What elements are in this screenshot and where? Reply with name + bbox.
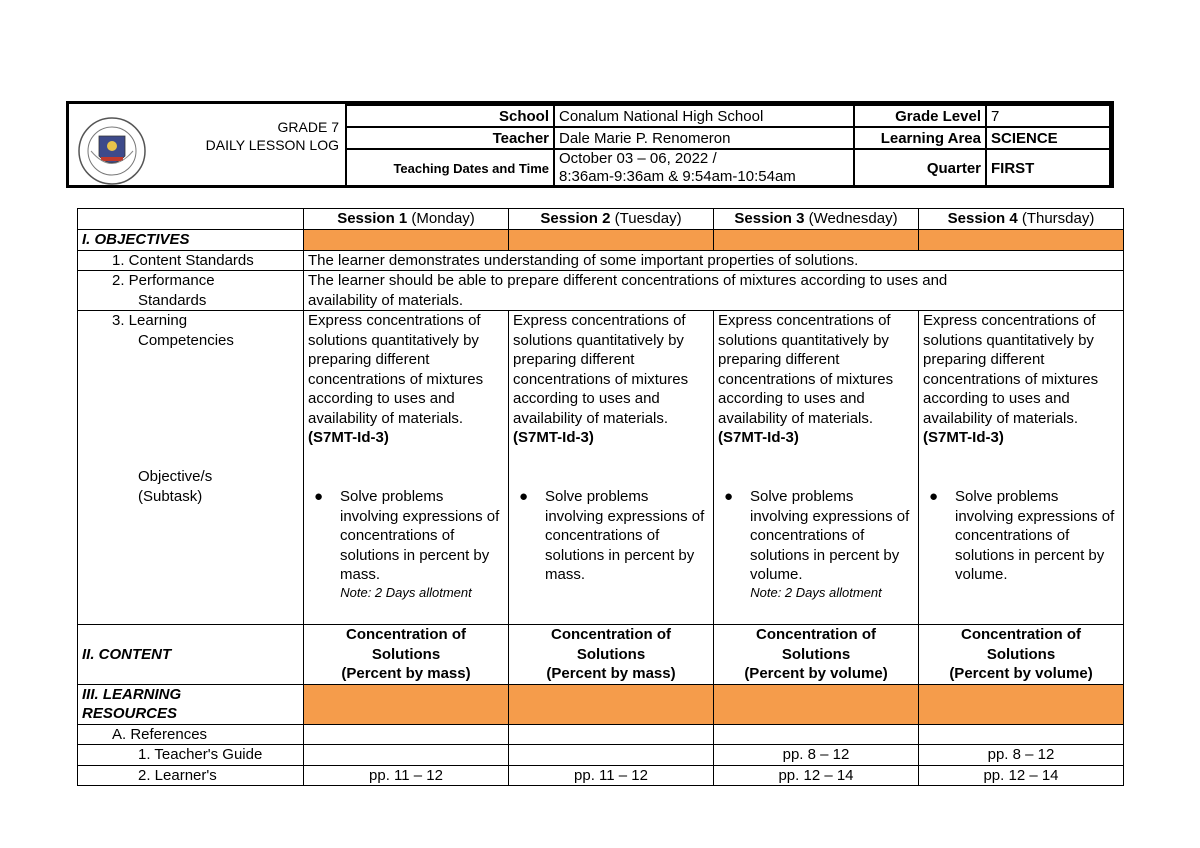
references-label: A. References bbox=[78, 724, 304, 745]
learning-area-label: Learning Area bbox=[854, 127, 986, 149]
session-1-header: Session 1 (Monday) bbox=[304, 209, 509, 230]
session-2-header: Session 2 (Tuesday) bbox=[509, 209, 714, 230]
competency-cell-4 bbox=[919, 311, 1124, 625]
orange-cell bbox=[304, 684, 509, 724]
content-cell-3: Concentration of Solutions (Percent by volume) bbox=[714, 625, 919, 685]
lesson-table bbox=[77, 208, 1124, 786]
competency-text: Express concentrations of solutions quantitatively by preparing different concentrations of mixtures according to uses and availability of materials. (S7MT-Id-3) bbox=[718, 312, 894, 446]
teachers-guide-cell-2 bbox=[509, 745, 714, 766]
title-grade: GRADE 7 bbox=[277, 119, 339, 135]
content-cell-4: Concentration of Solutions (Percent by volume) bbox=[919, 625, 1124, 685]
objective-label-line-2: (Subtask) bbox=[138, 487, 203, 505]
dates-label: Teaching Dates and Time bbox=[346, 149, 554, 187]
empty-cell bbox=[919, 724, 1124, 745]
competencies-label-line-1: 3. Learning bbox=[112, 312, 188, 329]
content-row bbox=[78, 625, 1124, 685]
deped-seal-icon bbox=[77, 116, 147, 186]
competencies-label-line-2: Competencies bbox=[138, 331, 234, 349]
learners-label: 2. Learner's bbox=[78, 765, 304, 786]
learners-cell-1: pp. 11 – 12 bbox=[304, 765, 509, 786]
subtask-bullet: ● Solve problems involving expressions of concentrations of solutions in percent by mass. bbox=[314, 488, 500, 583]
session-4-header: Session 4 (Thursday) bbox=[919, 209, 1124, 230]
competency-cell-2 bbox=[509, 311, 714, 625]
competency-cell-1 bbox=[304, 311, 509, 625]
references-row bbox=[78, 724, 1124, 745]
competency-cell-3 bbox=[714, 311, 919, 625]
empty-cell bbox=[509, 724, 714, 745]
resources-heading bbox=[78, 684, 304, 724]
dates-value bbox=[554, 149, 854, 187]
allotment-note: Note: 2 Days allotment bbox=[340, 584, 472, 600]
competency-text: Express concentrations of solutions quantitatively by preparing different concentrations of mixtures according to uses and availability of materials. (S7MT-Id-3) bbox=[308, 312, 484, 446]
grade-level-label: Grade Level bbox=[854, 105, 986, 127]
header-info-grid bbox=[345, 104, 1111, 185]
orange-cell bbox=[714, 230, 919, 251]
content-standards-row bbox=[78, 250, 1124, 271]
learners-cell-2: pp. 11 – 12 bbox=[509, 765, 714, 786]
competencies-label bbox=[78, 311, 304, 625]
bullet-icon: ● bbox=[929, 488, 939, 505]
content-standards-label: 1. Content Standards bbox=[78, 250, 304, 271]
objectives-heading: I. OBJECTIVES bbox=[78, 230, 304, 251]
header-block bbox=[66, 101, 1114, 188]
allotment-note: Note: 2 Days allotment bbox=[750, 584, 882, 600]
resources-heading-line-1: III. LEARNING bbox=[82, 685, 182, 703]
learners-cell-3: pp. 12 – 14 bbox=[714, 765, 919, 786]
orange-cell bbox=[919, 684, 1124, 724]
sessions-row bbox=[78, 209, 1124, 230]
quarter-value: FIRST bbox=[986, 149, 1110, 187]
orange-cell bbox=[509, 230, 714, 251]
bullet-icon: ● bbox=[724, 488, 734, 505]
performance-text-line-2: availability of materials. bbox=[308, 291, 464, 309]
teachers-guide-label: 1. Teacher's Guide bbox=[78, 745, 304, 766]
subtask-bullet: ● Solve problems involving expressions of concentrations of solutions in percent by volume. bbox=[929, 488, 1115, 583]
school-label: School bbox=[346, 105, 554, 127]
teacher-value: Dale Marie P. Renomeron bbox=[554, 127, 854, 149]
orange-cell bbox=[919, 230, 1124, 251]
orange-cell bbox=[509, 684, 714, 724]
subtask-bullet: ● Solve problems involving expressions of concentrations of solutions in percent by volume. bbox=[724, 488, 910, 583]
objectives-heading-row bbox=[78, 230, 1124, 251]
competency-text: Express concentrations of solutions quantitatively by preparing different concentrations of mixtures according to uses and availability of materials. (S7MT-Id-3) bbox=[513, 312, 689, 446]
teachers-guide-cell-4: pp. 8 – 12 bbox=[919, 745, 1124, 766]
performance-label-line-1: 2. Performance bbox=[112, 272, 215, 289]
objective-label bbox=[138, 467, 212, 506]
grade-level-value: 7 bbox=[986, 105, 1110, 127]
empty-cell bbox=[714, 724, 919, 745]
resources-heading-line-2: RESOURCES bbox=[82, 705, 178, 722]
performance-standards-text bbox=[304, 271, 1124, 311]
dates-line-2: 8:36am-9:36am & 9:54am-10:54am bbox=[559, 168, 796, 185]
learners-row bbox=[78, 765, 1124, 786]
learners-cell-4: pp. 12 – 14 bbox=[919, 765, 1124, 786]
quarter-label: Quarter bbox=[854, 149, 986, 187]
blank-corner bbox=[78, 209, 304, 230]
teachers-guide-row bbox=[78, 745, 1124, 766]
content-heading: II. CONTENT bbox=[78, 625, 304, 685]
dates-line-1: October 03 – 06, 2022 / bbox=[559, 150, 717, 167]
learning-area-value: SCIENCE bbox=[986, 127, 1110, 149]
performance-standards-label bbox=[78, 271, 304, 311]
subtask-bullet: ● Solve problems involving expressions of concentrations of solutions in percent by mass. bbox=[519, 488, 705, 583]
teacher-label: Teacher bbox=[346, 127, 554, 149]
orange-cell bbox=[714, 684, 919, 724]
content-standards-text: The learner demonstrates understanding of some important properties of solutions. bbox=[304, 250, 1124, 271]
teachers-guide-cell-1 bbox=[304, 745, 509, 766]
teachers-guide-cell-3: pp. 8 – 12 bbox=[714, 745, 919, 766]
bullet-icon: ● bbox=[519, 488, 529, 505]
title-dll: DAILY LESSON LOG bbox=[205, 137, 339, 153]
content-cell-1: Concentration of Solutions (Percent by mass) bbox=[304, 625, 509, 685]
lesson-log-title bbox=[159, 118, 339, 154]
school-value: Conalum National High School bbox=[554, 105, 854, 127]
header-title-area bbox=[69, 104, 347, 185]
performance-label-line-2: Standards bbox=[138, 291, 207, 309]
content-cell-2: Concentration of Solutions (Percent by mass) bbox=[509, 625, 714, 685]
bullet-icon: ● bbox=[314, 488, 324, 505]
objective-label-line-1: Objective/s bbox=[138, 468, 213, 485]
empty-cell bbox=[304, 724, 509, 745]
orange-cell bbox=[304, 230, 509, 251]
competency-text: Express concentrations of solutions quantitatively by preparing different concentrations of mixtures according to uses and availability of materials. (S7MT-Id-3) bbox=[923, 312, 1099, 446]
resources-heading-row bbox=[78, 684, 1124, 724]
performance-standards-row bbox=[78, 271, 1124, 311]
session-3-header: Session 3 (Wednesday) bbox=[714, 209, 919, 230]
competencies-row bbox=[78, 311, 1124, 625]
performance-text-line-1: The learner should be able to prepare different concentrations of mixtures according to uses and bbox=[308, 272, 948, 289]
